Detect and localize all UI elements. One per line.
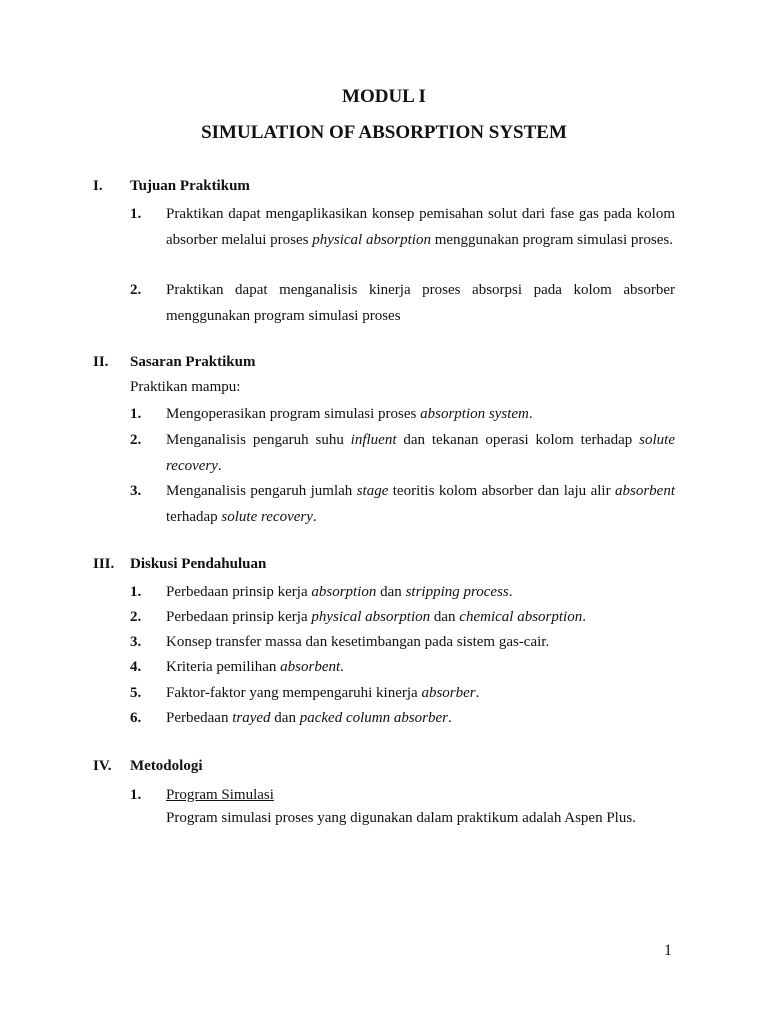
- section-number: III.: [93, 556, 115, 572]
- item-number: 1.: [130, 206, 142, 222]
- item-number: 2.: [130, 432, 142, 448]
- section-heading-diskusi: [93, 556, 693, 576]
- body-paragraph: Program simulasi proses yang digunakan dalam praktikum adalah Aspen Plus.: [166, 810, 636, 826]
- section-title: Tujuan Praktikum: [130, 178, 250, 194]
- section-number: II.: [93, 354, 109, 370]
- item-text: Perbedaan prinsip kerja physical absorption dan chemical absorption.: [166, 609, 586, 625]
- list-item: [130, 580, 675, 606]
- item-text: Konsep transfer massa dan kesetimbangan pada sistem gas-cair.: [166, 634, 550, 650]
- list-item: [130, 479, 675, 530]
- item-text: [166, 783, 675, 809]
- item-number: 3.: [130, 634, 142, 650]
- item-text: Mengoperasikan program simulasi proses absorption system.: [166, 406, 533, 422]
- list-item: [130, 783, 675, 809]
- item-number: 6.: [130, 710, 142, 726]
- list-item: [130, 655, 675, 681]
- list-item: [130, 202, 675, 253]
- item-number: 2.: [130, 282, 142, 298]
- item-text: Kriteria pemilihan absorbent.: [166, 659, 344, 675]
- item-number: 5.: [130, 685, 142, 701]
- section-number: I.: [93, 178, 103, 194]
- subsection-heading: Program Simulasi: [166, 787, 274, 803]
- list-item: [130, 630, 675, 656]
- section-heading-metodologi: [93, 758, 693, 778]
- list-item: [130, 402, 675, 428]
- section-title: Sasaran Praktikum: [130, 354, 256, 370]
- item-text: Perbedaan trayed dan packed column absorber.: [166, 710, 452, 726]
- item-number: 1.: [130, 406, 142, 422]
- list-item: [130, 681, 675, 707]
- document-subtitle: SIMULATION OF ABSORPTION SYSTEM: [201, 122, 567, 143]
- item-number: 4.: [130, 659, 142, 675]
- list-item: [130, 706, 675, 732]
- section-heading-tujuan: [93, 178, 693, 198]
- item-text: Praktikan dapat mengaplikasikan konsep pemisahan solut dari fase gas pada kolom absorber melalui proses physical absorption menggunakan program simulasi proses.: [166, 206, 675, 248]
- item-text: Perbedaan prinsip kerja absorption dan stripping process.: [166, 584, 513, 600]
- list-item: [130, 605, 675, 631]
- section-heading-sasaran: [93, 354, 693, 374]
- section-title: Diskusi Pendahuluan: [130, 556, 267, 572]
- item-text: Menganalisis pengaruh jumlah stage teoritis kolom absorber dan laju alir absorbent terhadap solute recovery.: [166, 483, 675, 525]
- page-number: 1: [664, 942, 672, 959]
- item-number: 1.: [130, 584, 142, 600]
- item-text: Praktikan dapat menganalisis kinerja proses absorpsi pada kolom absorber menggunakan program simulasi proses: [166, 282, 675, 324]
- item-text: Faktor-faktor yang mempengaruhi kinerja absorber.: [166, 685, 480, 701]
- item-number: 1.: [130, 787, 142, 803]
- document-title: MODUL I: [342, 86, 426, 107]
- section-number: IV.: [93, 758, 112, 774]
- item-text: Menganalisis pengaruh suhu influent dan tekanan operasi kolom terhadap solute recovery.: [166, 432, 675, 474]
- item-number: 2.: [130, 609, 142, 625]
- list-item: [130, 278, 675, 329]
- section-intro: Praktikan mampu:: [130, 379, 241, 395]
- list-item: [130, 428, 675, 479]
- item-number: 3.: [130, 483, 142, 499]
- section-title: Metodologi: [130, 758, 203, 774]
